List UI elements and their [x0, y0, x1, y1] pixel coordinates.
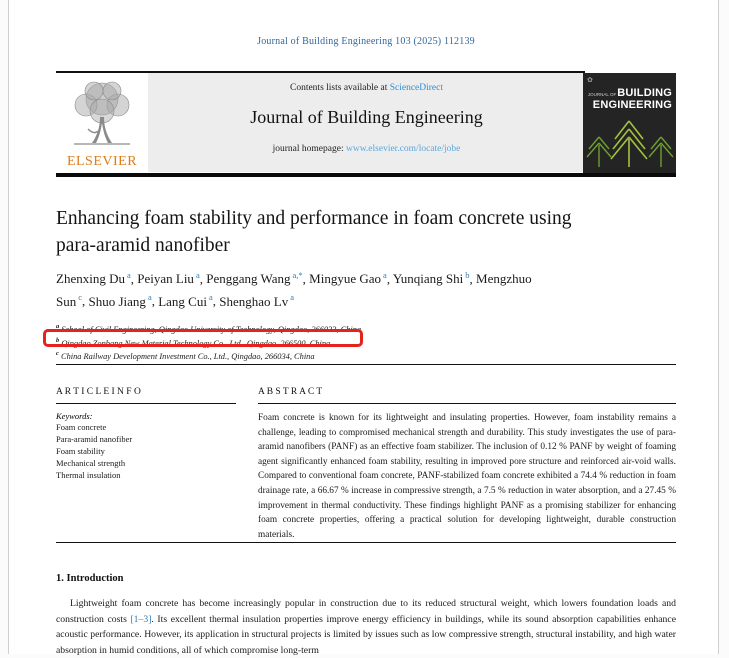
page-sheet	[8, 0, 719, 654]
affiliation-list	[56, 322, 616, 363]
contents-prefix: Contents lists available at	[289, 83, 390, 93]
homepage-line	[148, 144, 585, 154]
author: Shenghao Lv $^a$	[219, 292, 294, 309]
introduction-heading: 1. Introduction	[56, 573, 124, 584]
author-affiliation-superscript: b	[465, 270, 470, 280]
contents-line	[148, 83, 585, 93]
author-affiliation-superscript: a	[126, 270, 131, 280]
author-affiliation-superscript: a	[208, 292, 213, 303]
masthead-rule	[56, 173, 676, 177]
abstract-heading: A B S T R A C T	[258, 387, 676, 404]
affiliation-list-wrap	[56, 322, 616, 363]
sciencedirect-link[interactable]: ScienceDirect	[389, 83, 443, 93]
intro-text-after-ref: . Its excellent thermal insulation properties improve energy efficiency in buildings, while its sound absorption capabilities enhance acoustic performance. However, its application in structural projects is limited by issues such as low compressive strength, structural instability, and high water absorption in humid conditions, all of which compromise long-term	[56, 613, 676, 656]
keywords-label: Keywords:	[56, 411, 93, 421]
cover-title	[588, 87, 672, 110]
journal-title: Journal of Building Engineering	[250, 107, 483, 127]
cover-trees-icon	[583, 115, 676, 173]
citation-ref-link[interactable]: [1–3]	[130, 613, 152, 625]
cover-journal-of: JOURNAL OF	[587, 92, 617, 97]
keyword-list	[56, 421, 236, 481]
elsevier-wordmark: ELSEVIER	[66, 154, 138, 169]
abstract-text: Foam concrete is known for its lightweight and insulating properties. However, foam instability remains a challenge, leading to compromised mechanical strength and durability. This study investigates the use of para-aramid nanofibers (PANF) as an effective foam stabilizer. The inclusion of 0.12 % PANF by weight of foaming agent significantly enhanced foam stability, resulting in improved pore structure and reinforced air-void walls. Compared to conventional foam concrete, PANF-stabilized foam concrete exhibited a 74.4 % reduction in foam drainage rate, a 66.67 % increase in compressive strength, a 7.5 % reduction in water absorption, and a 27.45 % improvement in thermal conductivity. These findings highlight PANF as a promising stabilizer for enhancing foam concrete properties, offering a practical solution for developing lightweight, durable construction materials.	[258, 413, 676, 540]
author: Penggang Wang $^{a,*}$	[206, 270, 303, 287]
author-affiliation-superscript: a	[195, 270, 200, 280]
article-info-heading: A R T I C L E I N F O	[56, 387, 236, 404]
article-title: Enhancing foam stability and performance in foam concrete using para-aramid nanofiber	[56, 208, 572, 256]
author: Zhenxing Du $^a$	[56, 270, 131, 287]
affiliation: $^a$ School of Civil Engineering, Qingdao University of Technology, Qingdao, 266033, China	[56, 323, 362, 334]
author-affiliation-superscript: a	[147, 292, 152, 303]
author: Shuo Jiang $^a$	[88, 292, 152, 309]
keyword: Para-aramid nanofiber	[56, 434, 133, 444]
author: Yunqiang Shi $^b$	[392, 270, 470, 287]
author-affiliation-superscript: c	[78, 292, 83, 303]
author: Lang Cui $^a$	[158, 292, 213, 309]
author: Mengzhuo Sun $^c$	[56, 271, 532, 309]
homepage-link[interactable]: www.elsevier.com/locate/jobe	[345, 144, 461, 154]
masthead-gray-band	[148, 73, 585, 172]
author: Mingyue Gao $^a$	[309, 270, 387, 287]
author-affiliation-superscript: a	[290, 292, 294, 303]
abstract-column	[258, 387, 676, 542]
keyword: Foam stability	[56, 446, 105, 456]
cover-title-line2: ENGINEERING	[592, 99, 672, 111]
masthead-banner	[56, 71, 585, 172]
cover-elsevier-mark-icon: ✿	[587, 76, 593, 84]
journal-masthead	[56, 71, 676, 174]
affiliation: $^c$ China Railway Development Investment Co., Ltd., Qingdao, 266034, China	[56, 350, 315, 361]
affiliation-highlighted: $^b$ Qingdao Zonbang New Material Technology Co., Ltd., Qingdao, 266500, China	[56, 336, 331, 348]
cover-title-line1: BUILDING	[617, 87, 672, 99]
keyword: Mechanical strength	[56, 458, 126, 468]
author: Peiyan Liu $^a$	[137, 270, 200, 287]
author-affiliation-superscript: a	[383, 270, 387, 280]
elsevier-tree-icon	[66, 77, 138, 157]
introduction-paragraph	[56, 596, 676, 658]
article-info-column	[56, 387, 236, 542]
journal-citation: Journal of Building Engineering 103 (2025) 112139	[257, 36, 475, 47]
keyword: Thermal insulation	[56, 470, 121, 480]
elsevier-logo	[56, 73, 148, 172]
journal-cover-thumbnail	[583, 73, 676, 173]
author-list: Zhenxing Du $^a$, Peiyan Liu $^a$, Penggang Wang $^{a,*}$, Mingyue Gao $^a$, Yunqiang Shi $^b$, Mengzhuo Sun $^c$, Shuo Jiang $^a$, Lang Cui $^a$, Shenghao Lv $^a$	[56, 270, 532, 309]
intro-text-before-ref: Lightweight foam concrete has become increasingly popular in construction due to its reduced structural weight, which lowers foundation loads and construction costs	[56, 598, 676, 625]
homepage-prefix: journal homepage:	[272, 144, 346, 154]
author-affiliation-superscript: a,*	[292, 270, 303, 280]
info-abstract-block	[56, 364, 676, 543]
keyword: Foam concrete	[56, 422, 107, 432]
